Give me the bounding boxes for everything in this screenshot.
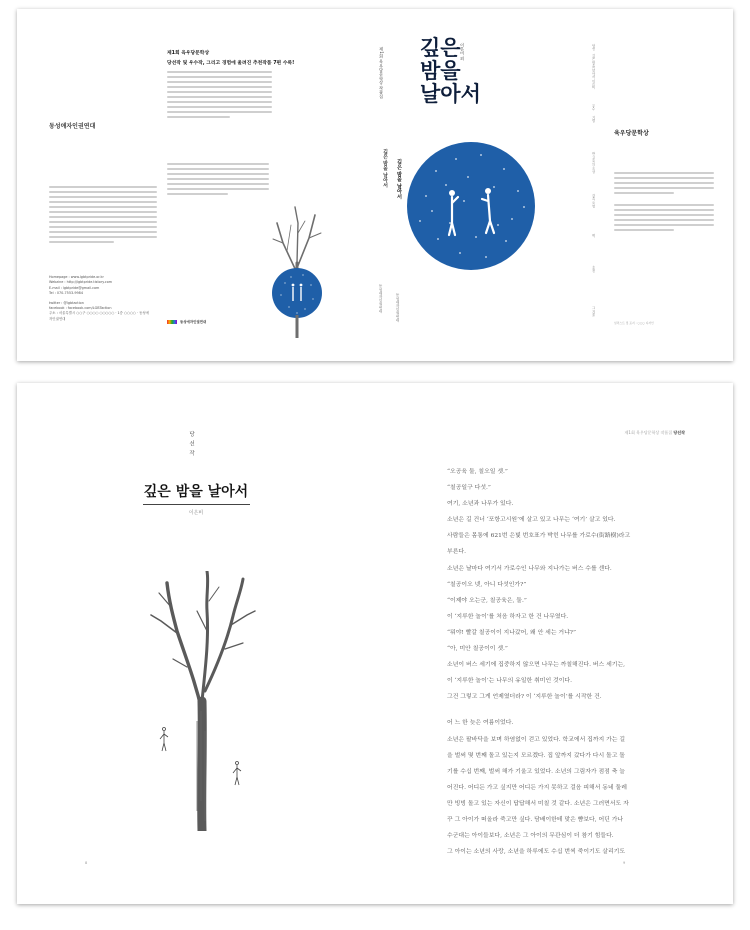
back-tree-moon-illustration	[267, 203, 327, 338]
flap-credit: 일러스트 및 표지 : ○○○ 디자인	[614, 321, 654, 325]
story-paragraph: 소년이 버스 세기에 집중하지 않으면 나무는 까칠해진다. 버스 세기는,	[447, 662, 626, 669]
story-paragraph: “이제야 오는군, 칠공육은, 둘.”	[447, 597, 527, 604]
running-head-emphasis: 당선작	[673, 430, 685, 435]
flap-text-block	[614, 169, 714, 234]
story-title: 깊은 밤을 날아서	[143, 484, 249, 500]
flap-award-title: 육우당문학상	[614, 130, 649, 137]
story-text-page	[375, 383, 733, 904]
story-paragraph: 어 느 한 늦은 여름이었다.	[447, 720, 514, 727]
cover-spread-sheet	[17, 9, 733, 361]
front-flap-right	[587, 44, 727, 344]
story-paragraph: 수군대는 아이들보다, 소년은 그 아이의 무관심이 더 참기 힘들다.	[447, 833, 614, 840]
story-paragraph: “뭐야! 빨갈 칠공이이 지나갔어, 왜 안 세는 거냐?”	[447, 629, 576, 636]
story-paragraph: 이 ‘지루한 놀이’는 나무의 유일한 취미인 것이다.	[447, 678, 572, 685]
story-paragraph: 그 아이는 소년의 사랑, 소년을 하루에도 수십 번씩 죽이기도 살리기도	[447, 849, 626, 856]
title-divider	[143, 504, 250, 505]
flap-item: 추천	[591, 266, 595, 273]
story-paragraph: 소년은 날마다 여기서 가로수인 나무와 지나가는 버스 수를 센다.	[447, 565, 612, 572]
story-paragraph: 여기, 소년과 나무가 있다.	[447, 501, 514, 508]
flap-item: 감촉 오영	[591, 194, 595, 208]
story-paragraph: 기를 수십 번째, 벌써 해가 기울고 있었다. 소년의 그림자가 점점 축 늘	[447, 768, 625, 775]
contact-webzine: Webzine : http://lgbtpride.tistory.com	[49, 280, 113, 285]
story-category: 당선작	[188, 431, 194, 460]
flap-item: 반 고흐의 초상	[591, 152, 595, 174]
story-paragraph: 어진다. 어디든 가고 싶지만 어디든 가지 못하고 걸음 피해서 동네 둘레	[447, 784, 627, 791]
story-paragraph: 사람들은 몸통에 621번 은빛 번호표가 박힌 나무를 가로수(街路樹)라고	[447, 533, 631, 540]
story-paragraph: 을 벌써 몇 번째 돌고 있는지 모르겠다. 집 앞까지 갔다가 다시 돌고 돌	[447, 752, 625, 759]
story-paragraph: 소년은 팔바닥을 보며 하염없이 걷고 있었다. 학교에서 집까지 가는 길	[447, 736, 626, 743]
back-cover-quote	[167, 160, 269, 198]
back-award-label: 제1회 육우당문학상	[167, 51, 210, 56]
rainbow-logo-icon	[167, 320, 177, 324]
back-award-headline: 당선작 및 우수작, 그리고 경험에 울려진 추천작품 7편 수록!	[167, 61, 295, 66]
story-paragraph: “아, 미안 칠공이이 셋.”	[447, 646, 508, 653]
story-paragraph: 소년은 길 건너 ‘포항고시원’에 살고 있고 나무는 ‘여기’ 살고 있다.	[447, 517, 616, 524]
back-cover	[167, 49, 307, 349]
title-page	[17, 383, 375, 904]
publisher-logo: 동성애자인권연대	[167, 319, 206, 324]
spine-award: 제1회 육우당문학상 작품집	[379, 47, 384, 99]
contact-facebook: facebook : facebook.com/LGBTaction	[49, 306, 112, 311]
story-body	[447, 464, 707, 860]
page-number-right: 9	[623, 861, 626, 865]
story-paragraph: “칠공이오 넷, 아니 다섯인가?”	[447, 581, 527, 588]
spine-title: 깊은 밤을 날아서	[382, 149, 388, 188]
story-paragraph: 만 빙빙 돌고 있는 자신이 답답해서 미칠 것 같다. 소년은 그러면서도 자	[447, 800, 629, 807]
inner-spread-sheet	[17, 383, 733, 904]
flap-item: 깊은 밤을 날아서 이은비	[591, 54, 595, 90]
back-flap-text-block	[49, 183, 157, 246]
story-paragraph: “칠공일구 다섯.”	[447, 485, 491, 492]
publisher-contact	[49, 275, 149, 322]
story-paragraph: 그건 그렇고 그게 언제였더라? 이 ‘지루한 놀이’를 시작한 건.	[447, 694, 602, 701]
story-author: 이은비	[188, 510, 204, 516]
flap-item: 당선	[591, 44, 595, 51]
front-cover-author: 이은비 외	[460, 43, 465, 61]
front-cover-title: 깊은 밤을 날아서	[420, 36, 481, 106]
front-cover	[392, 29, 537, 349]
front-spine-publisher: 동성애자인권연대	[396, 293, 400, 322]
flap-item: 그 겨울	[591, 306, 595, 317]
publisher-name: 동성애자인권연대	[49, 123, 96, 130]
flap-item: 벽	[591, 234, 595, 238]
contact-email: E-mail : lgbtpride@gmail.com	[49, 285, 100, 290]
contact-twitter: twitter : @lgbtaction	[49, 300, 84, 305]
story-paragraph: “오공육 둘, 칠오일 셋.”	[447, 469, 508, 475]
page-number-left: 8	[85, 861, 88, 865]
paragraph-gap	[447, 705, 707, 715]
running-head: 제1회 육우당문학상 작품집 당선작	[624, 430, 685, 435]
back-flap-left	[49, 49, 159, 349]
story-paragraph: 꾸 그 아이가 떠올라 죽고만 싶다. 담배이한테 맞은 뺨보다, 어딘 가나	[447, 816, 624, 823]
contact-homepage: Homepage : www.lgbtpride.or.kr	[49, 275, 104, 279]
contents-column	[587, 44, 599, 334]
book-spine	[369, 39, 391, 339]
flap-item: 기별	[591, 116, 595, 123]
spine-publisher: 동성애자인권연대	[379, 284, 383, 313]
flap-item: 우수	[591, 104, 595, 111]
contact-address: 주소 : 서울특별시 ○○구 ○○○○ ○○○○○ · 1층 ○○○○ · 동성애자인권연대	[49, 311, 149, 321]
back-cover-blurb	[167, 71, 272, 118]
bare-tree-illustration	[147, 571, 257, 831]
story-paragraph: 이 ‘지루한 놀이’를 처음 하자고 한 건 나무였다.	[447, 613, 569, 620]
contact-tel: Tel : 070-7553-9984	[49, 291, 83, 296]
blue-moon-illustration	[406, 141, 536, 271]
story-paragraph: 부른다.	[447, 549, 466, 556]
front-spine-title: 깊은 밤을 날아서	[396, 159, 402, 200]
